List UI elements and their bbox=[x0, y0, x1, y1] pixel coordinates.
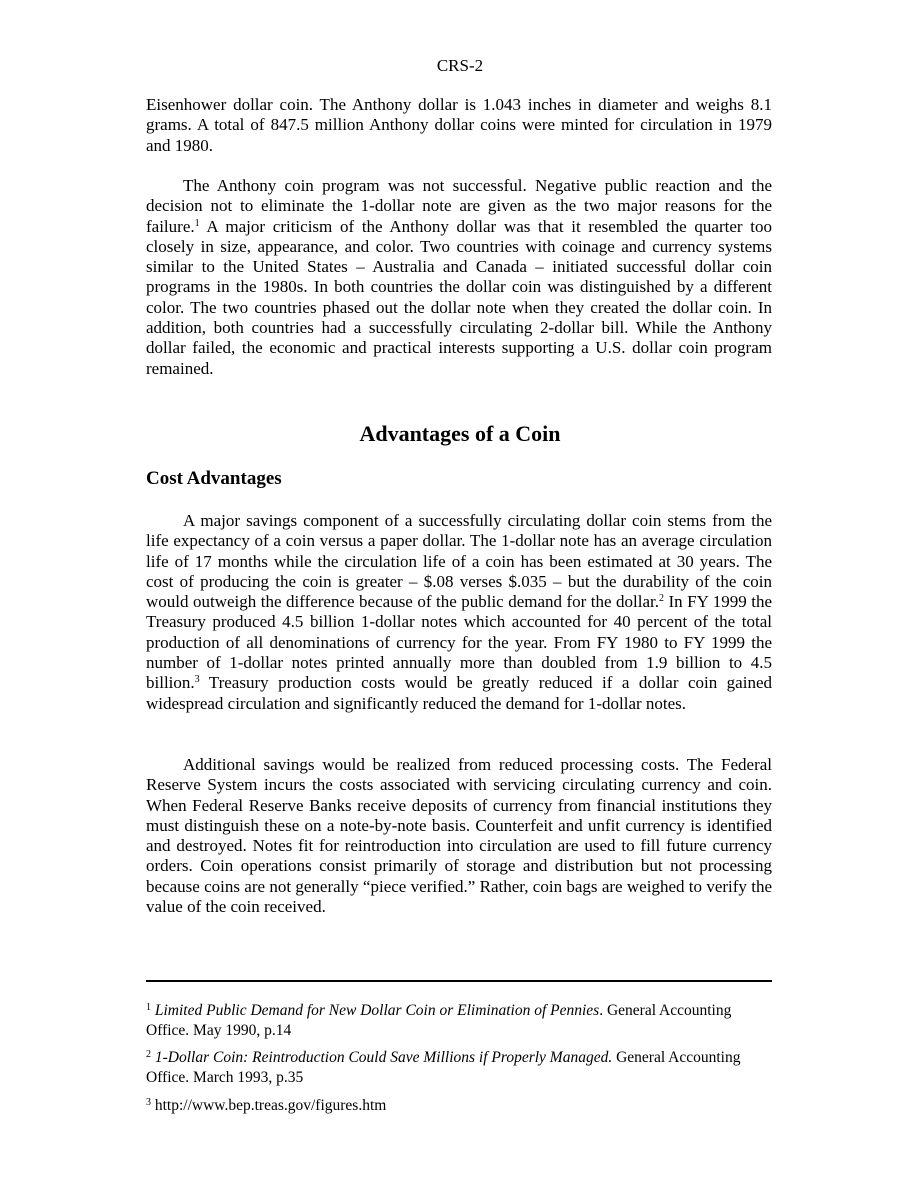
footnote-2 bbox=[146, 1048, 776, 1088]
footnote-text: . General Accounting Office. May 1990, p.14 bbox=[146, 1002, 732, 1039]
footnote-title: Limited Public Demand for New Dollar Coin or Elimination of Pennies bbox=[154, 1002, 600, 1019]
footnote-number: 1 bbox=[146, 1002, 151, 1013]
paragraph-processing-costs bbox=[146, 755, 772, 917]
footnote-title: 1-Dollar Coin: Reintroduction Could Save Millions if Properly Managed. bbox=[154, 1049, 613, 1066]
footnote-text: General Accounting Office. March 1993, p.35 bbox=[146, 1049, 741, 1086]
footnote-link[interactable]: http://www.bep.treas.gov/figures.htm bbox=[154, 1097, 387, 1114]
page-header: CRS-2 bbox=[436, 56, 484, 75]
paragraph-cost-savings bbox=[146, 511, 772, 714]
paragraph-text: Additional savings would be realized from reduced processing costs. The Federal Reserve System incurs the costs associated with servicing circulating currency and coin. When Federal Reserve Banks receive deposits of currency from financial institutions they must distinguish these on a note-by-note basis. Counterfeit and unfit currency is identified and destroyed. Notes fit for reintroduction into circulation are used to fill future currency orders. Coin operations consist primarily of storage and distribution but not processing because coins are not generally “piece verified.” Rather, coin bags are weighed to verify the value of the coin received. bbox=[146, 755, 772, 917]
paragraph-anthony-program bbox=[146, 176, 772, 379]
footnote-3 bbox=[146, 1096, 776, 1116]
subsection-title: Cost Advantages bbox=[146, 468, 282, 489]
paragraph-text: In FY 1999 the Treasury produced 4.5 billion 1-dollar notes which accounted for 40 percent of the total production of all denominations of currency for the year. From FY 1980 to FY 1999 the number of 1-dollar notes printed annually more than doubled from 1.9 billion to 4.5 billion. bbox=[146, 592, 772, 693]
footnote-number: 2 bbox=[146, 1049, 151, 1060]
paragraph-text: Eisenhower dollar coin. The Anthony dollar is 1.043 inches in diameter and weighs 8.1 grams. A total of 847.5 million Anthony dollar coins were minted for circulation in 1979 and 1980. bbox=[146, 95, 772, 155]
paragraph-text: Treasury production costs would be greatly reduced if a dollar coin gained widespread circulation and significantly reduced the demand for 1-dollar notes. bbox=[146, 673, 772, 713]
footnote-ref: 1 bbox=[194, 217, 200, 229]
paragraph-text: The Anthony coin program was not successful. Negative public reaction and the decision not to eliminate the 1-dollar note are given as the two major reasons for the failure. bbox=[146, 176, 772, 236]
footnote-number: 3 bbox=[146, 1097, 151, 1108]
paragraph-text: A major criticism of the Anthony dollar was that it resembled the quarter too closely in size, appearance, and color. Two countries with coinage and currency systems similar to the United States – Australia and Canada – initiated successful dollar coin programs in the 1980s. In both countries the dollar coin was distinguished by a different color. The two countries phased out the dollar note when they created the dollar coin. In addition, both countries had a successfully circulating 2-dollar bill. While the Anthony dollar failed, the economic and practical interests supporting a U.S. dollar coin program remained. bbox=[146, 216, 772, 378]
paragraph-intro bbox=[146, 95, 772, 156]
section-title: Advantages of a Coin bbox=[359, 421, 561, 446]
paragraph-text: A major savings component of a successfully circulating dollar coin stems from the life expectancy of a coin versus a paper dollar. The 1-dollar note has an average circulation life of 17 months while the circulation life of a coin has been estimated at 30 years. The cost of producing the coin is greater – $.08 verses $.035 – but the durability of the coin would outweigh the difference because of the public demand for the dollar. bbox=[146, 511, 772, 612]
footnote-divider bbox=[146, 980, 772, 982]
footnote-1 bbox=[146, 1001, 776, 1041]
footnote-ref: 2 bbox=[659, 593, 665, 605]
footnote-ref: 3 bbox=[194, 674, 200, 686]
